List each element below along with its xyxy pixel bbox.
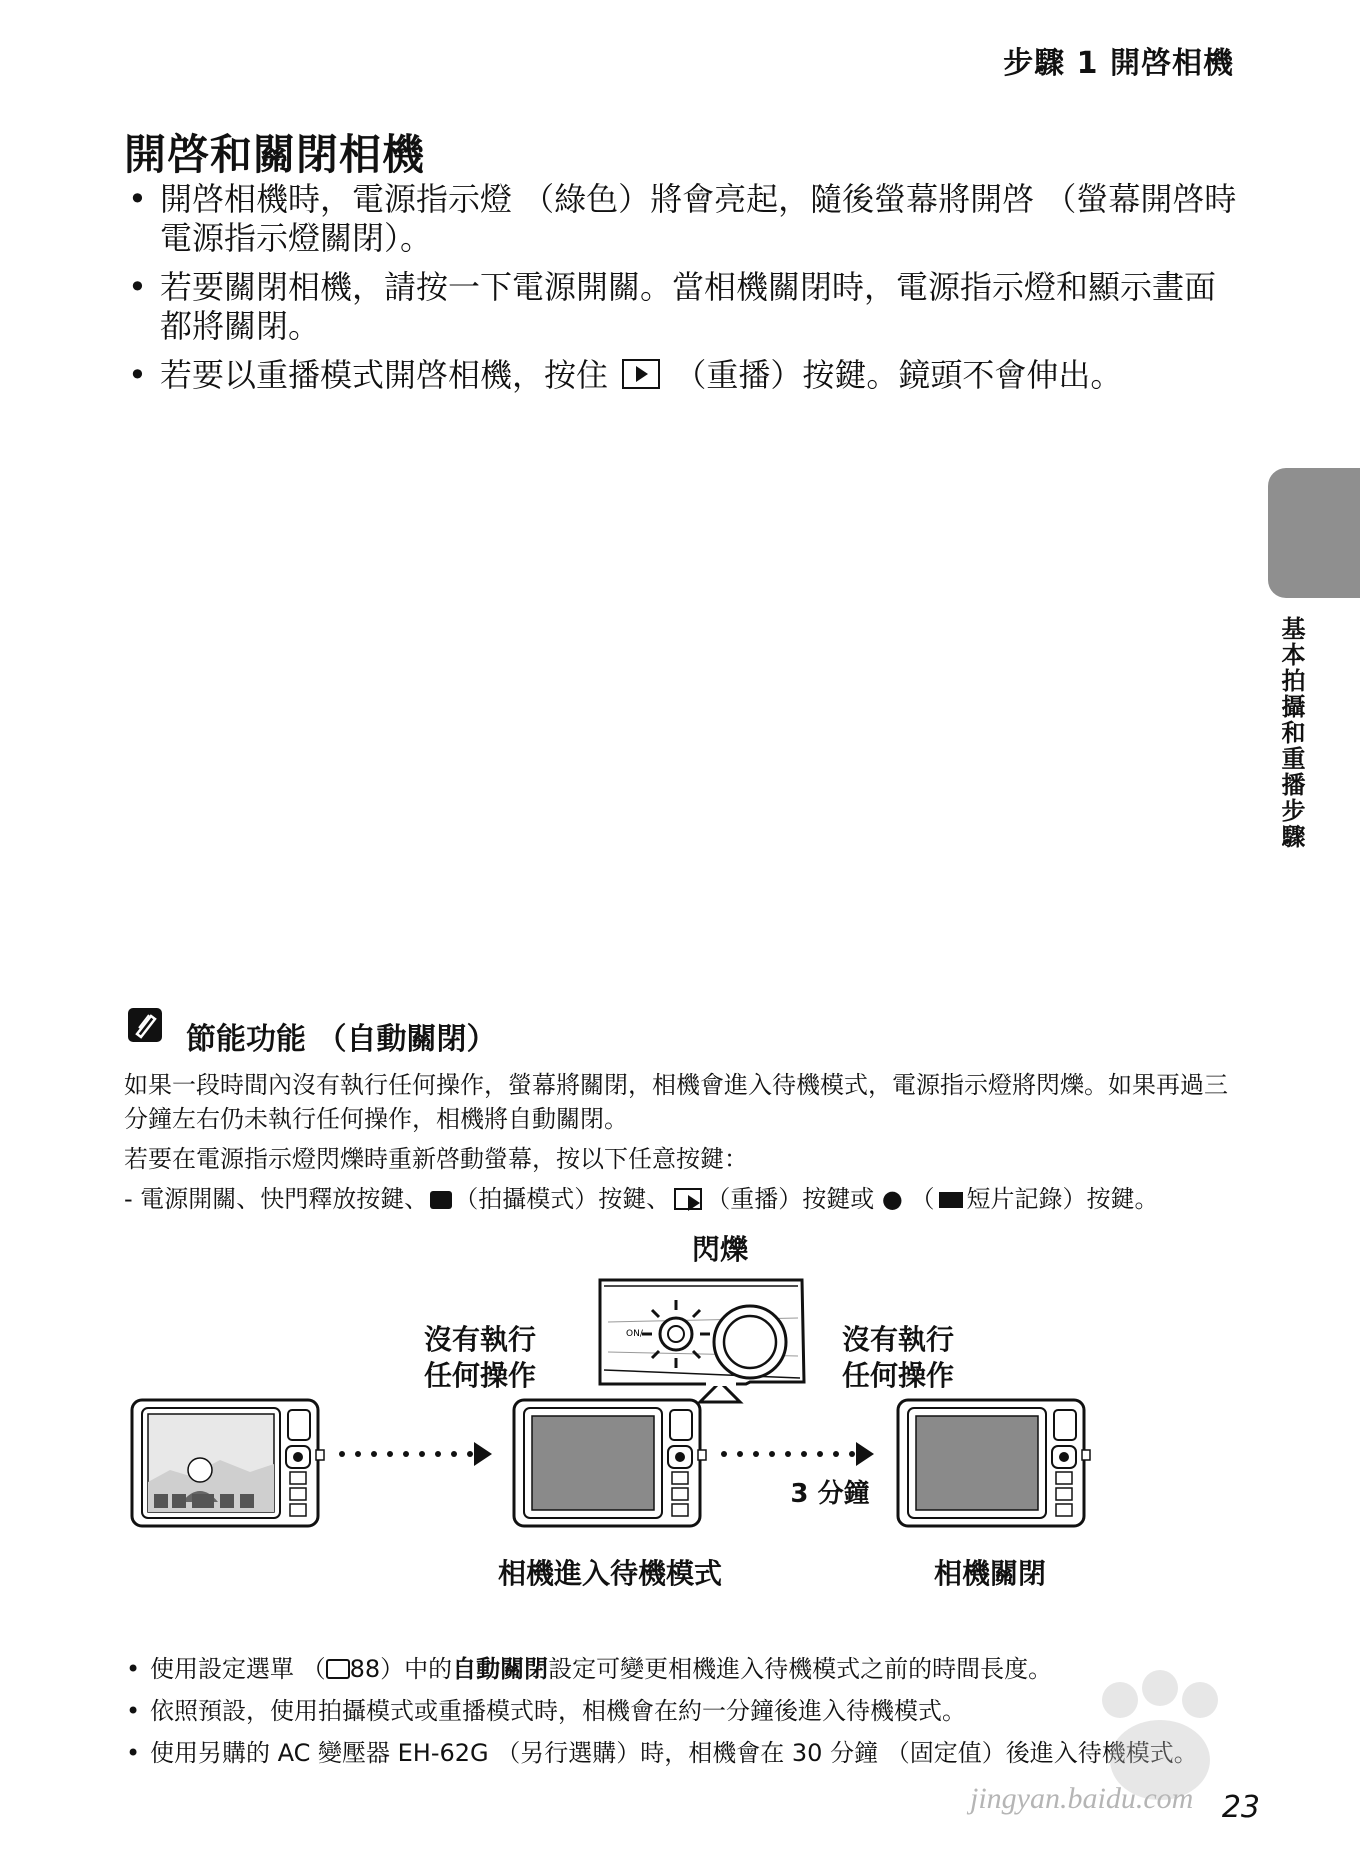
bullet-power-on xyxy=(124,180,1244,258)
bullet-text: 開啓相機時，電源指示燈 （綠色）將會亮起，隨後螢幕將開啓 （螢幕開啓時電源指示燈關閉）。 xyxy=(160,180,1237,257)
note-title: 節能功能 （自動關閉） xyxy=(186,1022,497,1057)
no-op-left-line1: 沒有執行 xyxy=(423,1323,536,1356)
no-op-left-line2: 任何操作 xyxy=(423,1359,536,1392)
note-text: （重播）按鍵或 ● （ xyxy=(706,1185,935,1213)
note-paragraph-1: 如果一段時間內沒有執行任何操作，螢幕將關閉，相機會進入待機模式，電源指示燈將閃爍。如果再過三分鐘左右仍未執行任何操作，相機將自動關閉。 xyxy=(124,1071,1228,1133)
note-item-default: • 依照預設，使用拍攝模式或重播模式時，相機會在約一分鐘後進入待機模式。 xyxy=(124,1694,1244,1728)
camera-icon xyxy=(430,1191,452,1209)
playback-icon xyxy=(674,1188,702,1210)
note-text: - 電源開關、快門釋放按鍵、 xyxy=(124,1185,429,1213)
flash-label: 閃爍 xyxy=(691,1233,748,1266)
camera-off-label: 相機關閉 xyxy=(933,1557,1046,1590)
note-text: 設定可變更相機進入待機模式之前的時間長度。 xyxy=(548,1655,1053,1683)
note-text: （拍攝模式）按鍵、 xyxy=(454,1185,671,1213)
bullet-text-tail: （重播）按鍵。鏡頭不會伸出。 xyxy=(674,356,1123,394)
bullet-playback-start xyxy=(124,356,1244,395)
section-title: 開啓和關閉相機 xyxy=(124,130,426,179)
chapter-tab xyxy=(1268,468,1360,598)
arrow-to-standby xyxy=(339,1442,492,1466)
arrow-to-off xyxy=(721,1442,874,1466)
power-bullet-list xyxy=(124,180,1244,405)
three-minutes-label: 3 分鐘 xyxy=(790,1479,870,1509)
dial-on-text: ON/ xyxy=(626,1329,643,1339)
note-text: 88）中的 xyxy=(349,1655,453,1683)
note-text: 短片記錄）按鍵。 xyxy=(966,1185,1159,1213)
no-op-right-line1: 沒有執行 xyxy=(841,1323,954,1356)
auto-off-diagram xyxy=(130,1232,1240,1612)
running-header: 步驟 1 開啓相機 xyxy=(1003,46,1234,81)
movie-record-icon xyxy=(939,1192,963,1208)
standby-label: 相機進入待機模式 xyxy=(497,1557,722,1590)
auto-off-setting-name: 自動關閉 xyxy=(452,1655,549,1683)
chapter-tab-label: 基本拍攝和重播步驟 xyxy=(1277,616,1305,850)
pencil-note-icon xyxy=(128,1008,162,1042)
power-button-closeup xyxy=(600,1280,804,1402)
camera-on-illustration xyxy=(132,1400,324,1526)
book-ref-icon xyxy=(326,1659,350,1679)
bullet-text: 若要關閉相機，請按一下電源開關。當相機關閉時，電源指示燈和顯示畫面都將關閉。 xyxy=(160,268,1217,345)
page-number: 23 xyxy=(1221,1790,1260,1825)
no-op-left-label xyxy=(400,1322,560,1394)
bullet-power-off xyxy=(124,268,1244,346)
playback-icon xyxy=(622,359,660,389)
camera-standby-illustration xyxy=(514,1400,706,1526)
note-item-ac-adapter: • 使用另購的 AC 變壓器 EH-62G （另行選購）時，相機會在 30 分鐘 （固定值）後進入待機模式。 xyxy=(124,1736,1244,1770)
bullet-text: 若要以重播模式開啓相機，按住 xyxy=(160,356,609,394)
note-paragraph-3 xyxy=(124,1182,1244,1216)
camera-off-illustration xyxy=(898,1400,1090,1526)
note-text: 使用設定選單 （ xyxy=(150,1655,326,1683)
note-paragraph-2: 若要在電源指示燈閃爍時重新啓動螢幕，按以下任意按鍵： xyxy=(124,1145,748,1173)
no-op-right-label xyxy=(818,1322,978,1394)
no-op-right-line2: 任何操作 xyxy=(841,1359,954,1392)
watermark-text: jingyan.baidu.com xyxy=(970,1782,1194,1815)
